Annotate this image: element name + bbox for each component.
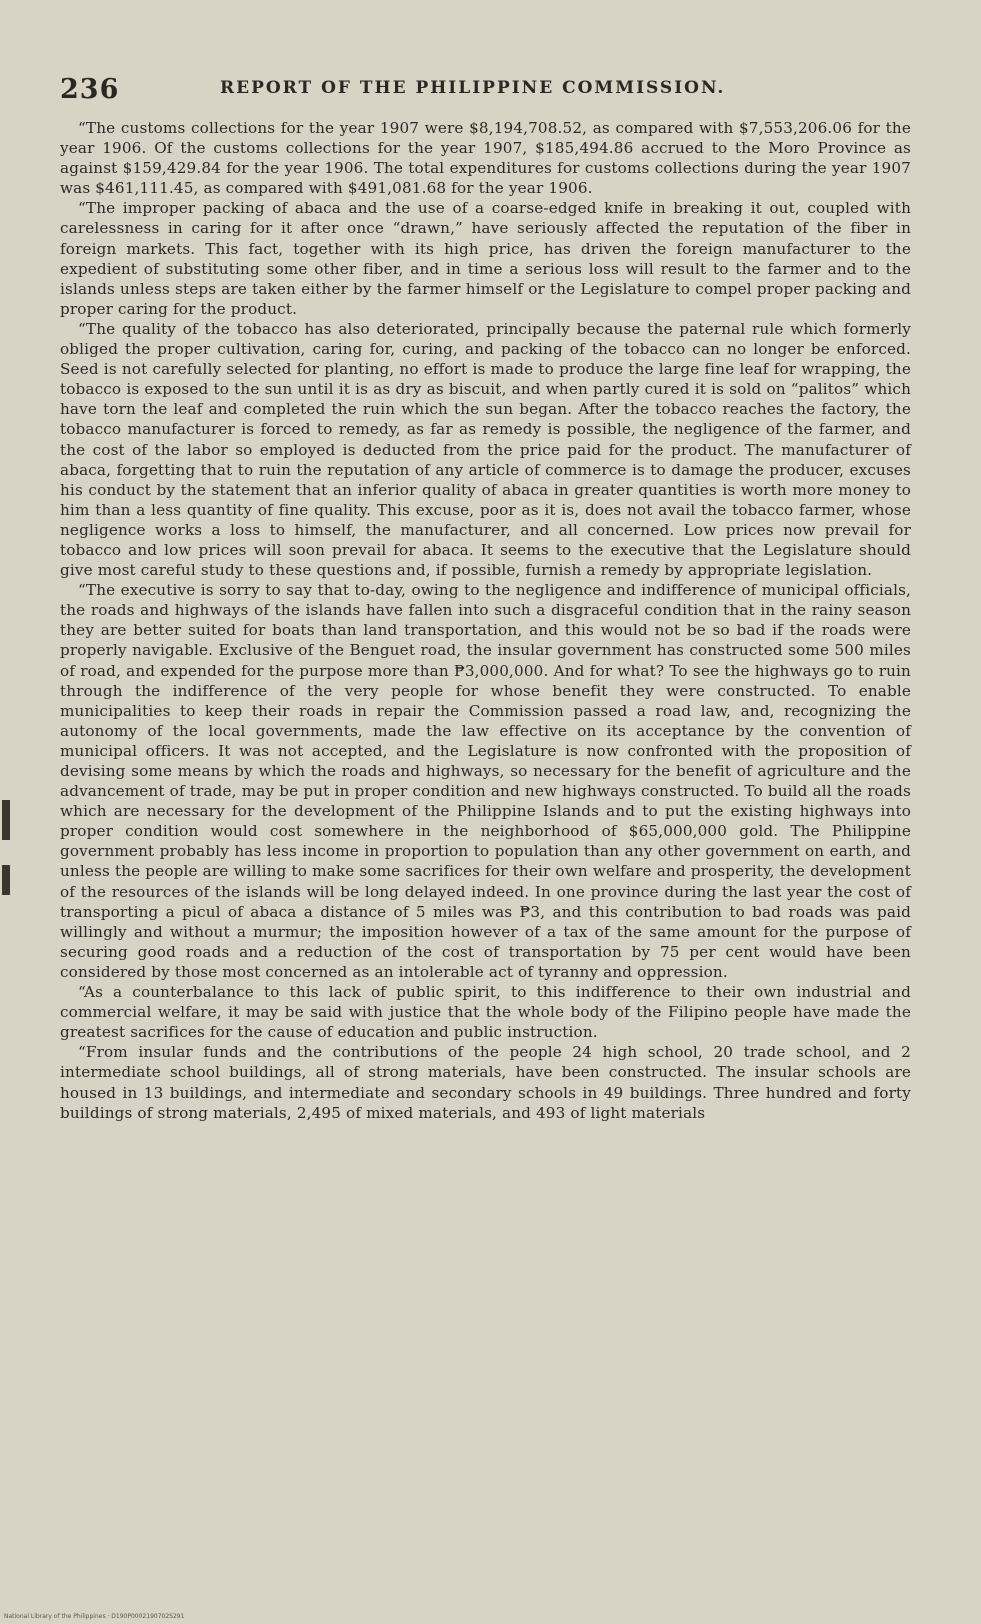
page-header (60, 68, 911, 118)
paragraph-roads: “The executive is sorry to say that to-day, owing to the negligence and indifference of municipal officials, the roads and highways of the islands have fallen into such a disgraceful condition that in the rainy season they are better suited for boats than land transportation, and this would not be so bad if the roads were properly navigable. Exclusive of the Benguet road, the insular government has constructed some 500 miles of road, and expended for the purpose more than ₱3,000,000. And for what? To see the highways go to ruin through the indifference of the very people for whose benefit they were constructed. To enable municipalities to keep their roads in repair the Commission passed a road law, and, recognizing the autonomy of the local governments, made the law effective on its acceptance by the convention of municipal officers. It was not accepted, and the Legislature is now confronted with the proposition of devising some means by which the roads and highways, so necessary for the benefit of agriculture and the advancement of trade, may be put in proper condition and new highways constructed. To build all the roads which are necessary for the development of the Philippine Islands and to put the existing highways into proper condition would cost somewhere in the neighborhood of $65,000,000 gold. The Philippine government probably has less income in proportion to population than any other government on earth, and unless the people are willing to make some sacrifices for their own welfare and prosperity, the development of the resources of the islands will be long delayed indeed. In one province during the last year the cost of transporting a picul of abaca a distance of 5 miles was ₱3, and this contribution to bad roads was paid willingly and without a murmur; the imposition however of a tax of the same amount for the purpose of securing good roads and a reduction of the cost of transportation by 75 per cent would have been considered by those most concerned as an intolerable act of tyranny and oppression. (60, 581, 911, 981)
paragraph-school-buildings: “From insular funds and the contributions of the people 24 high school, 20 trade school, and 2 intermediate school buildings, all of strong materials, have been constructed. The insular schools are housed in 13 buildings, and intermediate and secondary schools in 49 buildings. Three hundred and forty buildings of strong materials, 2,495 of mixed materials, and 493 of light materials (60, 1043, 911, 1122)
paragraph-abaca: “The improper packing of abaca and the use of a coarse-edged knife in breaking it out, coupled with carelessness in caring for it after once “drawn,” have seriously affected the reputation of the fiber in foreign markets. This fact, together with its high price, has driven the foreign manufacturer to the expedient of substituting some other fiber, and in time a serious loss will result to the farmer and to the islands unless steps are taken either by the farmer himself or the Legislature to compel proper packing and proper caring for the product. (60, 199, 911, 318)
paragraph-tobacco: “The quality of the tobacco has also deteriorated, principally because the paternal rule which formerly obliged the proper cultivation, caring for, curing, and packing of the tobacco can no longer be enforced. Seed is not carefully selected for planting, no effort is made to produce the large fine leaf for wrapping, the tobacco is exposed to the sun until it is as dry as biscuit, and when partly cured it is sold on “palitos” which have torn the leaf and completed the ruin which the sun began. After the tobacco reaches the factory, the tobacco manufacturer is forced to remedy, as far as remedy is possible, the negligence of the farmer, and the cost of the labor so employed is deducted from the price paid for the product. The manufacturer of abaca, forgetting that to ruin the reputation of any article of commerce is to damage the producer, excuses his conduct by the statement that an inferior quality of abaca in greater quantities is worth more money to him than a less quantity of fine quality. This excuse, poor as it is, does not avail the tobacco farmer, whose negligence works a loss to himself, the manufacturer, and all concerned. Low prices now prevail for tobacco and low prices will soon prevail for abaca. It seems to the executive that the Legislature should give most careful study to these questions and, if possible, furnish a remedy by appropriate legislation. (60, 319, 911, 580)
scan-credit: National Library of the Philippines · D190P0002190702S291 (4, 1613, 185, 1620)
body-text (60, 118, 911, 1123)
paragraph-customs: “The customs collections for the year 1907 were $8,194,708.52, as compared with $7,553,206.06 for the year 1906. Of the customs collections for the year 1907, $185,494.86 accrued to the Moro Province as against $159,429.84 for the year 1906. The total expenditures for customs collections during the year 1907 was $461,111.45, as compared with $491,081.68 for the year 1906. (60, 119, 911, 198)
running-title: REPORT OF THE PHILIPPINE COMMISSION. (220, 78, 726, 98)
paragraph-education: “As a counterbalance to this lack of public spirit, to this indifference to their own industrial and commercial welfare, it may be said with justice that the whole body of the Filipino people have made the greatest sacrifices for the cause of education and public instruction. (60, 983, 911, 1042)
page-number: 236 (60, 74, 120, 105)
margin-mark (2, 865, 10, 895)
margin-mark (2, 800, 10, 840)
